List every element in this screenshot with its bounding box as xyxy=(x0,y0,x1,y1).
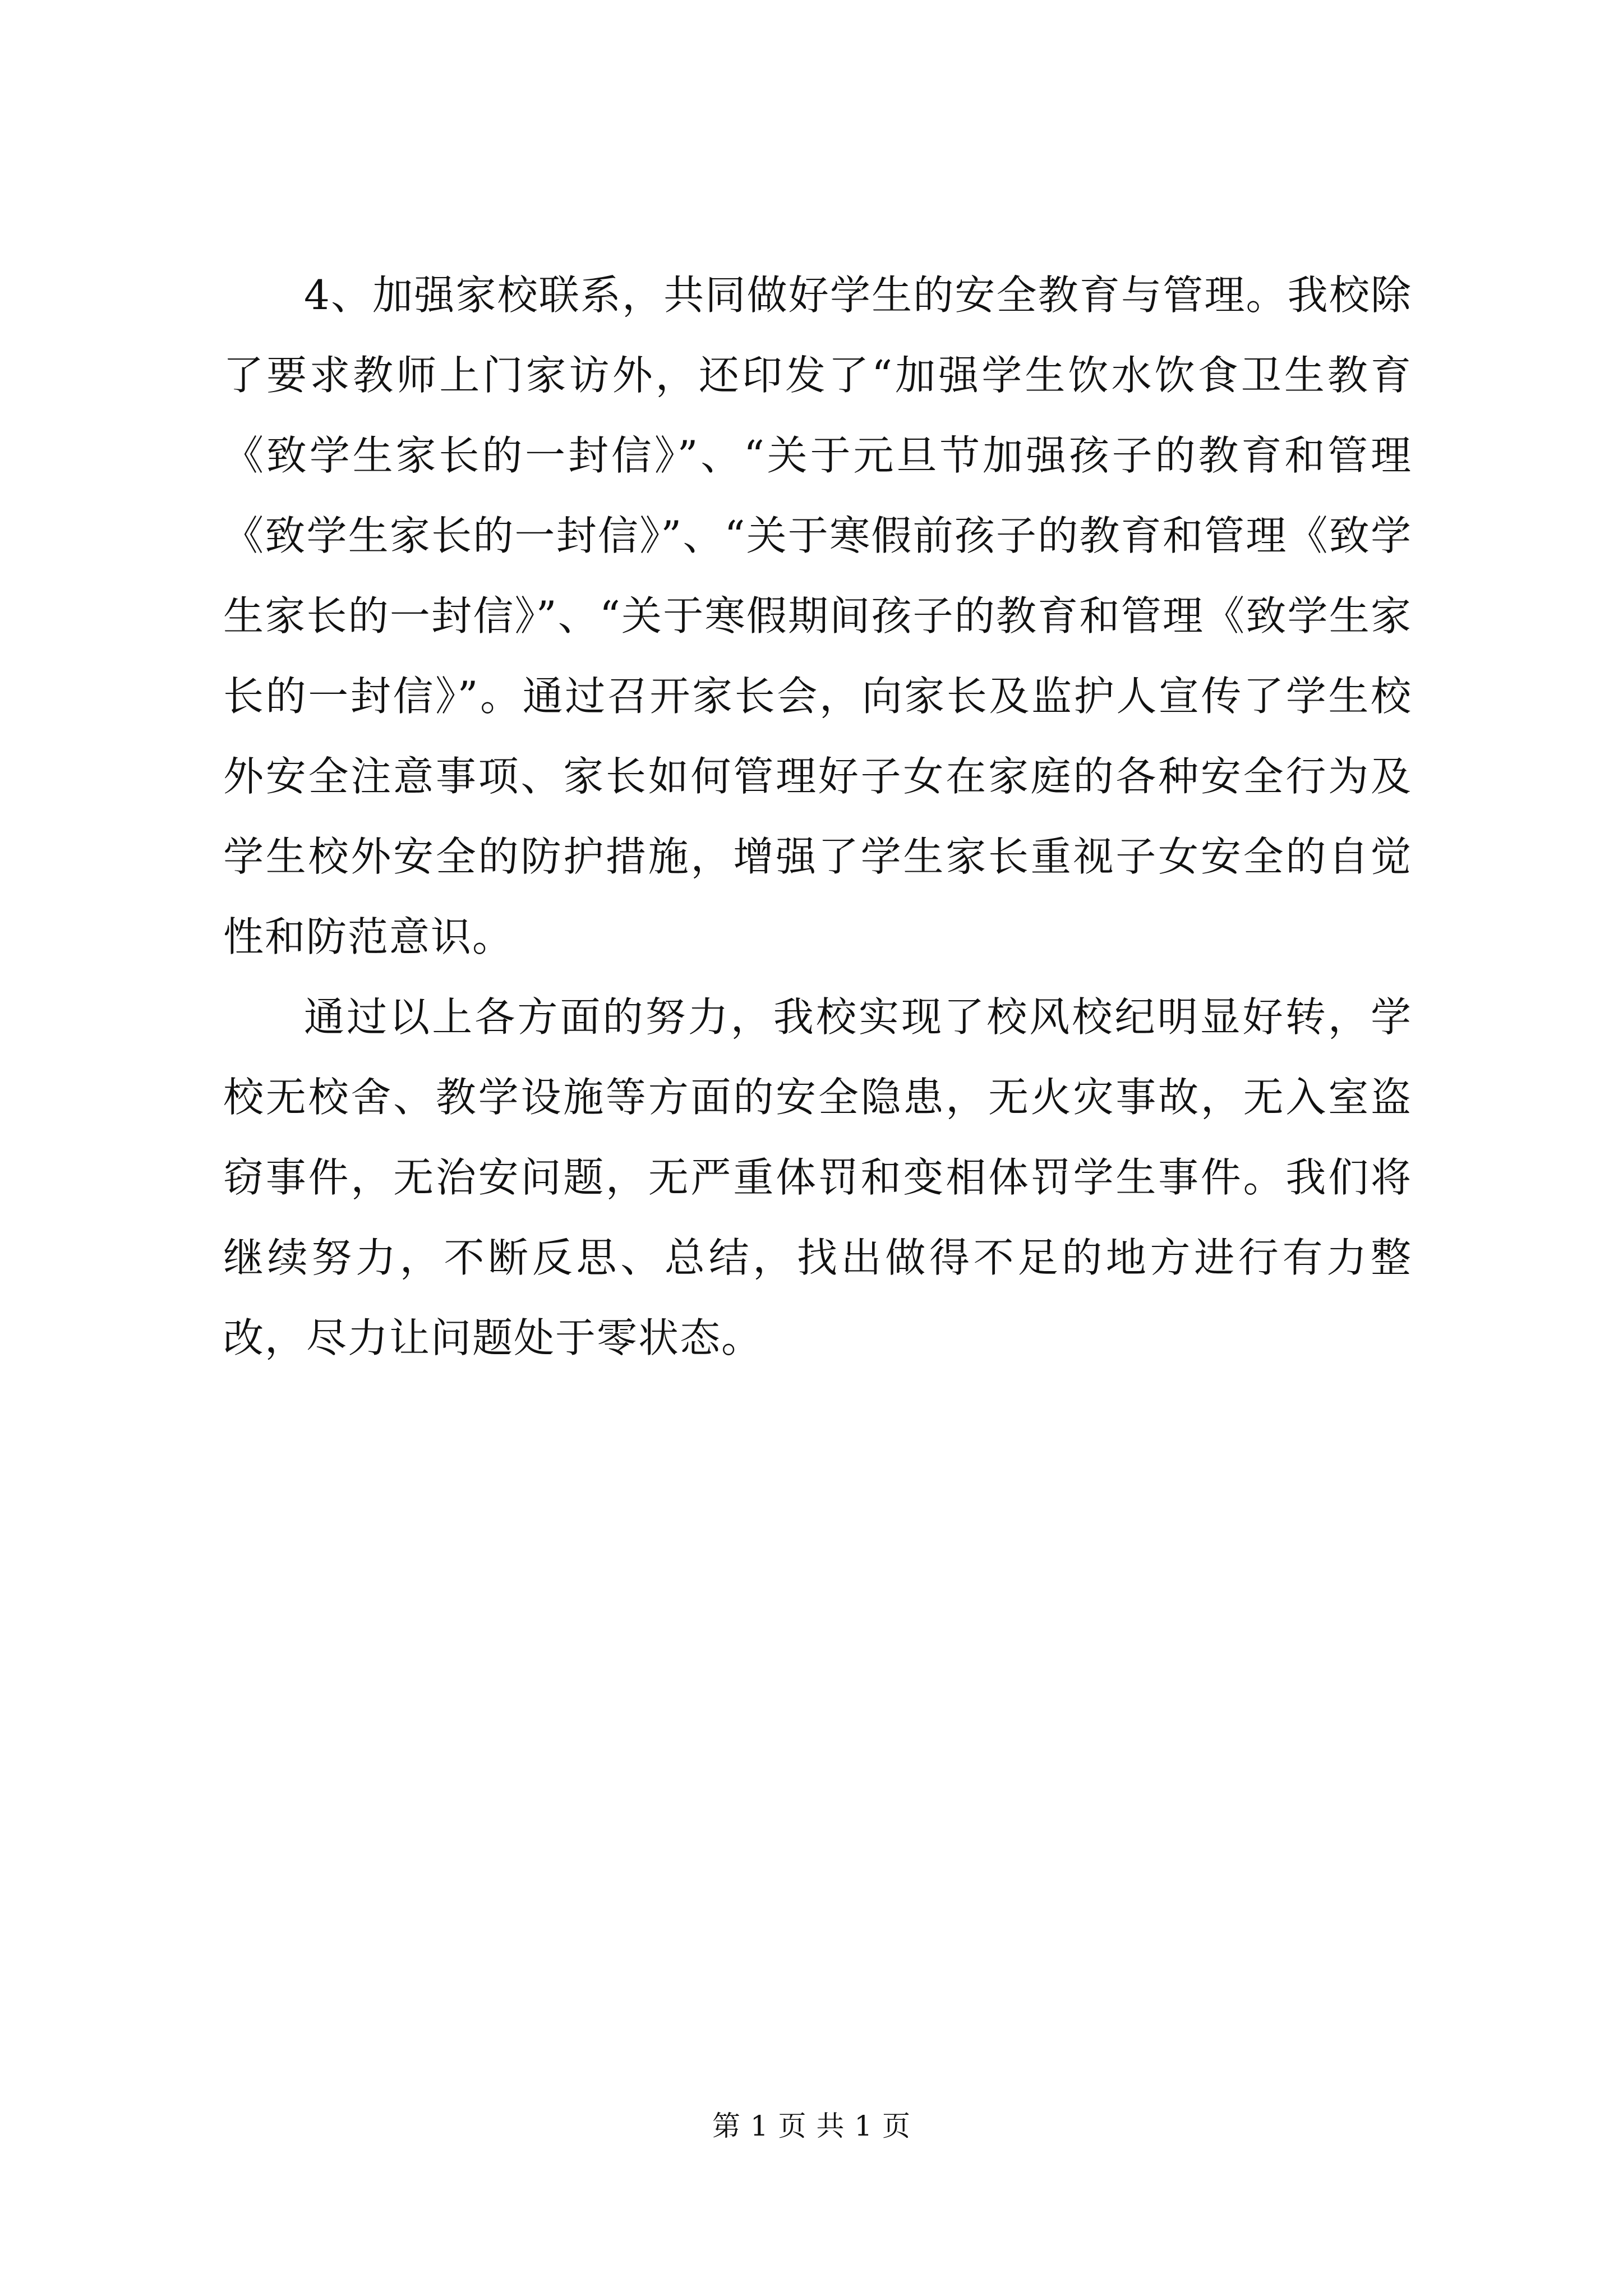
paragraph-summary: 通过以上各方面的努力，我校实现了校风校纪明显好转，学校无校舍、教学设施等方面的安全隐患，无火灾事故，无入室盗窃事件，无治安问题，无严重体罚和变相体罚学生事件。我们将继续努力，不断反思、总结，找出做得不足的地方进行有力整改，尽力让问题处于零状态。 xyxy=(223,993,1412,1361)
paragraph-home-school-contact: 4、加强家校联系，共同做好学生的安全教育与管理。我校除了要求教师上门家访外，还印发了“加强学生饮水饮食卫生教育《致学生家长的一封信》”、“关于元旦节加强孩子的教育和管理《致学生家长的一封信》”、“关于寒假前孩子的教育和管理《致学生家长的一封信》”、“关于寒假期间孩子的教育和管理《致学生家长的一封信》”。通过召开家长会，向家长及监护人宣传了学生校外安全注意事项、家长如何管理好子女在家庭的各种安全行为及学生校外安全的防护措施，增强了学生家长重视子女安全的自觉性和防范意识。 xyxy=(223,272,1412,960)
page-footer: 第 1 页 共 1 页 xyxy=(712,2110,911,2142)
document-body xyxy=(223,255,1412,1378)
